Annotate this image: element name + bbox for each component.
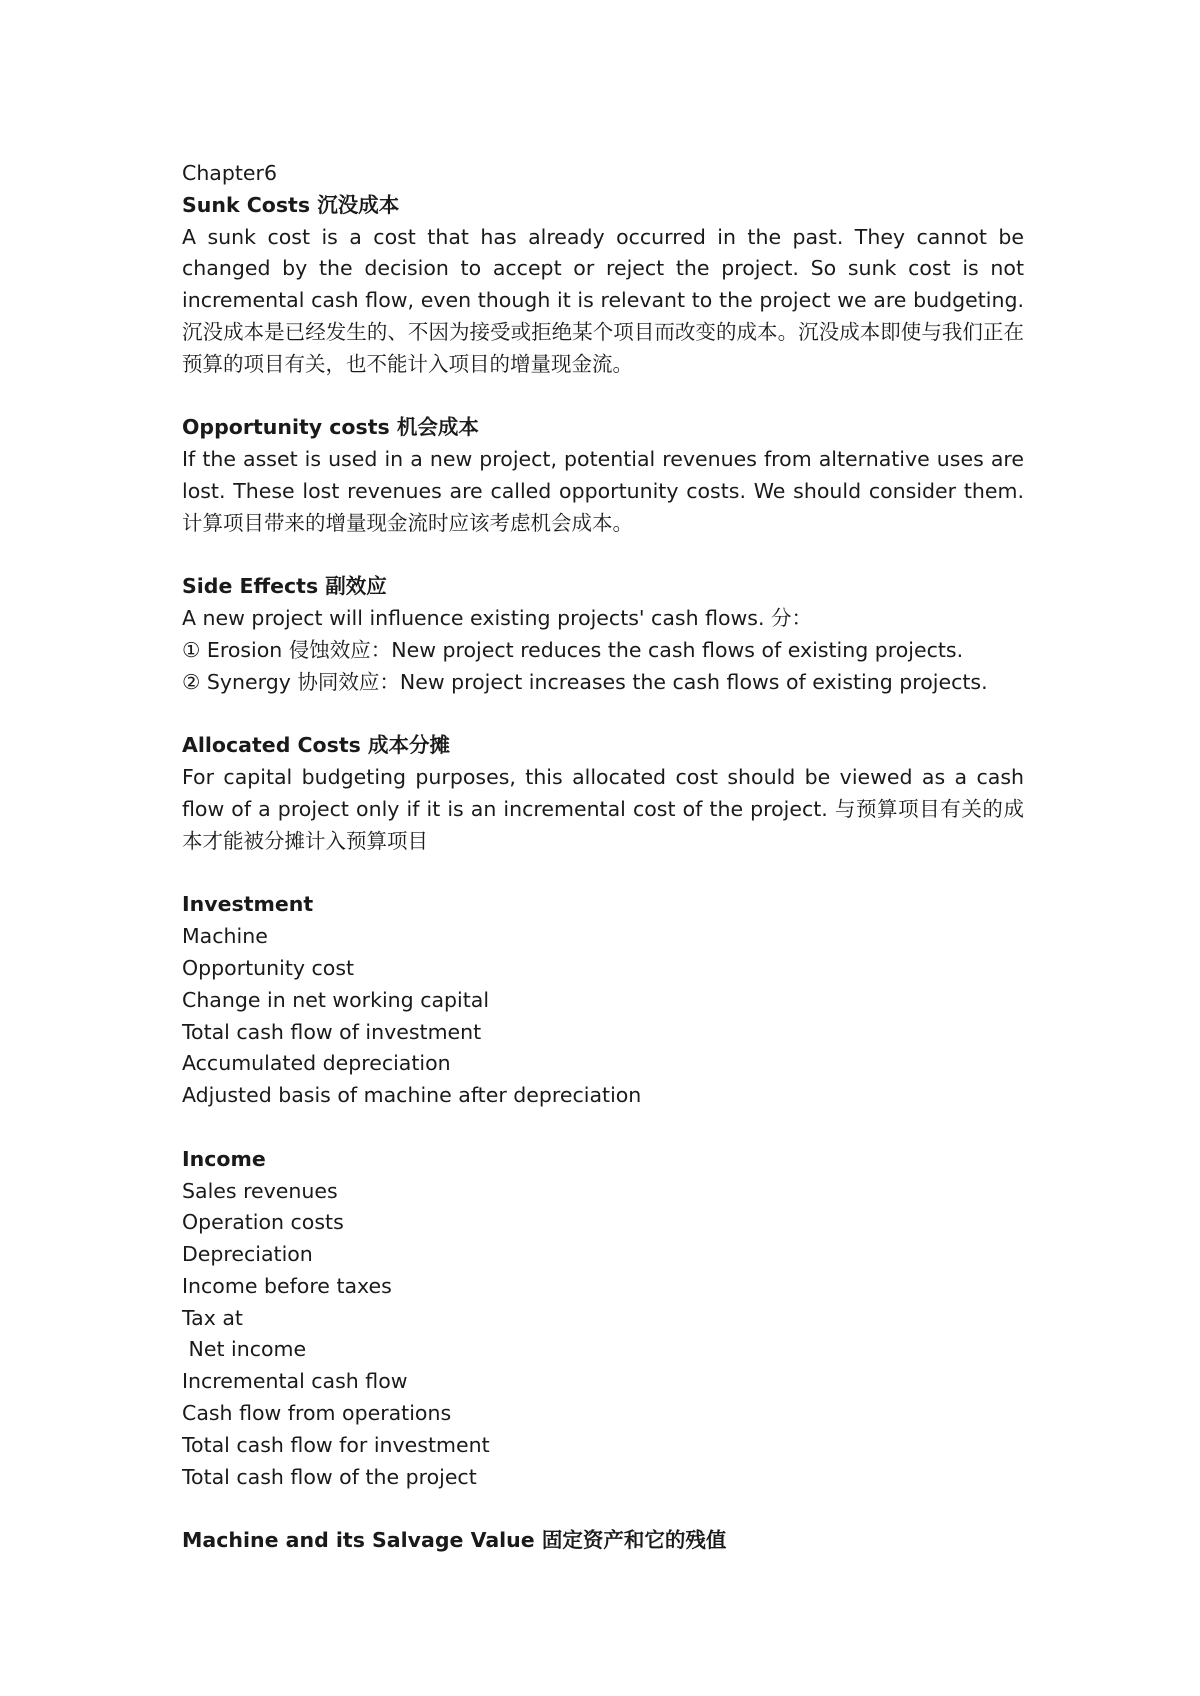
investment-item: Adjusted basis of machine after depreciation xyxy=(182,1083,642,1108)
income-item: Incremental cash flow xyxy=(182,1369,408,1394)
side-effects-erosion: ① Erosion 侵蚀效应：New project reduces the cash flows of existing projects. xyxy=(182,637,964,662)
side-effects-heading: Side Effects 副效应 xyxy=(182,574,387,599)
income-item: Total cash flow of the project xyxy=(182,1464,477,1489)
income-item: Income before taxes xyxy=(182,1273,392,1298)
investment-item: Change in net working capital xyxy=(182,987,490,1012)
income-heading: Income xyxy=(182,1146,266,1171)
sunk-costs-body: A sunk cost is a cost that has already occurred in the past. They cannot be changed by the decision to accept or reject the project. So sunk cost is not incremental cash flow, even though it is relevant to the project we are budgeting. 沉没成本是已经发生的、不因为接受或拒绝某个项目而改变的成本。沉没成本即使与我们正在预算的项目有关，也不能计入项目的增量现金流。 xyxy=(182,224,1024,376)
investment-item: Machine xyxy=(182,924,268,949)
income-item: Tax at xyxy=(182,1305,243,1330)
opportunity-costs-heading: Opportunity costs 机会成本 xyxy=(182,415,479,440)
spacer xyxy=(182,540,1024,572)
investment-item: Total cash flow of investment xyxy=(182,1019,482,1044)
spacer xyxy=(182,381,1024,413)
side-effects-synergy: ② Synergy 协同效应：New project increases the cash flows of existing projects. xyxy=(182,669,988,694)
opportunity-costs-body: If the asset is used in a new project, potential revenues from alternative uses are lost. These lost revenues are called opportunity costs. We should consider them. 计算项目带来的增量现金流时应该考虑机会成本。 xyxy=(182,447,1024,535)
investment-item: Opportunity cost xyxy=(182,955,355,980)
spacer xyxy=(182,1112,1024,1144)
spacer xyxy=(182,1493,1024,1525)
income-item: Depreciation xyxy=(182,1242,313,1267)
income-item: Operation costs xyxy=(182,1210,344,1235)
investment-item: Accumulated depreciation xyxy=(182,1051,451,1076)
allocated-costs-body: For capital budgeting purposes, this allocated cost should be viewed as a cash flow of a project only if it is an incremental cost of the project. 与预算项目有关的成本才能被分摊计入预算项目 xyxy=(182,765,1024,853)
sunk-costs-heading: Sunk Costs 沉没成本 xyxy=(182,192,400,217)
income-item: Sales revenues xyxy=(182,1178,338,1203)
income-item: Cash flow from operations xyxy=(182,1401,452,1426)
chapter-title: Chapter6 xyxy=(182,161,278,185)
income-item: Total cash flow for investment xyxy=(182,1432,490,1457)
income-item: Net income xyxy=(182,1337,307,1362)
spacer xyxy=(182,858,1024,890)
investment-heading: Investment xyxy=(182,892,314,917)
spacer xyxy=(182,699,1024,731)
machine-salvage-heading: Machine and its Salvage Value 固定资产和它的残值 xyxy=(182,1528,727,1553)
document-page xyxy=(182,158,1024,1557)
side-effects-intro: A new project will influence existing projects' cash flows. 分： xyxy=(182,606,813,631)
allocated-costs-heading: Allocated Costs 成本分摊 xyxy=(182,733,450,758)
